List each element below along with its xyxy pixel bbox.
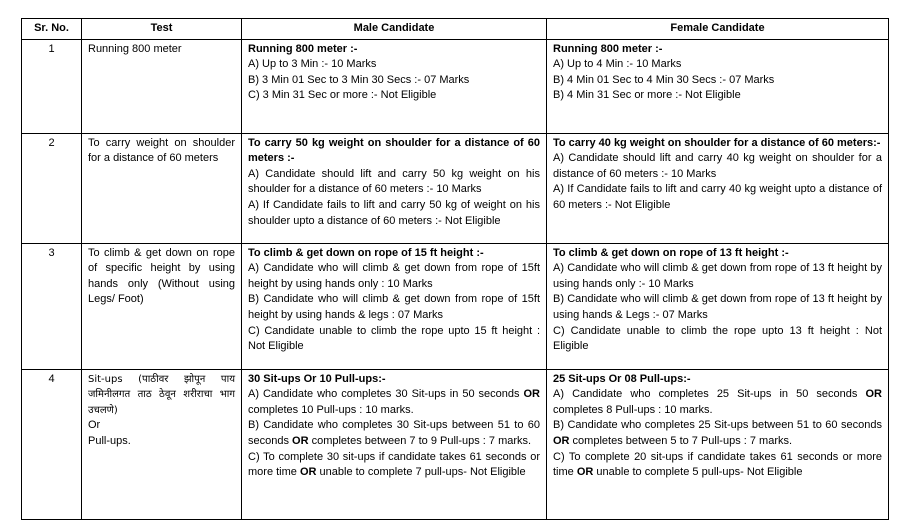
test-cell bbox=[82, 243, 242, 369]
criteria-line: A) Candidate should lift and carry 40 kg weight on shoulder for a distance of 60 meters :- 10 Marks bbox=[553, 152, 882, 180]
or-keyword: OR bbox=[523, 388, 540, 401]
criteria-title: 30 Sit-ups Or 10 Pull-ups:- bbox=[248, 372, 386, 385]
test-text-pullups: Pull-ups. bbox=[88, 434, 131, 447]
criteria-text: A) Candidate who completes 25 Sit-ups in 50 seconds bbox=[553, 388, 866, 401]
test-text-situps: Sit-ups (पाठीवर झोपून पाय जमिनीलगत ताठ ठेवून शरीराचा भाग उचलणे) bbox=[88, 373, 235, 416]
table-row bbox=[22, 369, 889, 519]
criteria-title: Running 800 meter :- bbox=[553, 42, 663, 55]
or-keyword: OR bbox=[865, 388, 882, 401]
criteria-title: 25 Sit-ups Or 08 Pull-ups:- bbox=[553, 372, 691, 385]
criteria-text: B) Candidate who completes 30 Sit-ups between 51 to 60 seconds bbox=[248, 419, 540, 447]
criteria-line: A) If Candidate fails to lift and carry 40 kg weight upto a distance of 60 meters :- Not Eligible bbox=[553, 183, 882, 211]
female-criteria-cell bbox=[547, 133, 889, 243]
criteria-line bbox=[248, 450, 540, 481]
criteria-text: completes 8 Pull-ups : 10 marks. bbox=[553, 403, 713, 416]
criteria-text: A) Candidate who completes 30 Sit-ups in 50 seconds bbox=[248, 388, 524, 401]
criteria-line bbox=[553, 450, 882, 481]
criteria-line bbox=[248, 387, 540, 418]
criteria-text: C) To complete 30 sit-ups if candidate takes 61 seconds or more time bbox=[248, 450, 540, 479]
criteria-line: B) Candidate who will climb & get down from rope of 13 ft height by using hands & Legs :- 07 Marks bbox=[553, 293, 882, 321]
header-row bbox=[22, 19, 889, 40]
male-criteria-cell bbox=[242, 243, 547, 369]
criteria-line: A) Up to 3 Min :- 10 Marks bbox=[248, 58, 377, 71]
criteria-line bbox=[553, 387, 882, 418]
criteria-title: To carry 50 kg weight on shoulder for a distance of 60 meters :- bbox=[248, 136, 540, 165]
test-text: Running 800 meter bbox=[88, 42, 182, 55]
male-criteria-cell bbox=[242, 39, 547, 133]
criteria-title: To climb & get down on rope of 15 ft height :- bbox=[248, 246, 484, 259]
male-criteria-cell bbox=[242, 133, 547, 243]
criteria-line: A) Candidate who will climb & get down from rope of 13 ft height by using hands only :- 10 Marks bbox=[553, 262, 882, 290]
criteria-line: B) 4 Min 31 Sec or more :- Not Eligible bbox=[553, 89, 741, 102]
criteria-line: A) Up to 4 Min :- 10 Marks bbox=[553, 58, 682, 71]
criteria-line: A) If Candidate fails to lift and carry 50 kg of weight on his shoulder upto a distance of 60 meters :- Not Eligible bbox=[248, 198, 540, 227]
header-male-candidate: Male Candidate bbox=[242, 19, 547, 40]
sr-no-cell: 4 bbox=[22, 369, 82, 519]
criteria-line: C) Candidate unable to climb the rope upto 15 ft height : Not Eligible bbox=[248, 324, 540, 353]
criteria-text: completes 10 Pull-ups : 10 marks. bbox=[248, 403, 414, 416]
test-text-or: Or bbox=[88, 419, 101, 432]
criteria-title: Running 800 meter :- bbox=[248, 42, 358, 55]
criteria-text: C) To complete 20 sit-ups if candidate takes 61 seconds or more time bbox=[553, 450, 882, 479]
physical-test-table bbox=[21, 18, 889, 520]
criteria-text: unable to complete 5 pull-ups- Not Eligible bbox=[593, 466, 803, 479]
header-female-candidate: Female Candidate bbox=[547, 19, 889, 40]
criteria-line: B) 3 Min 01 Sec to 3 Min 30 Secs :- 07 Marks bbox=[248, 73, 470, 86]
table-row bbox=[22, 39, 889, 133]
criteria-text: B) Candidate who completes 25 Sit-ups between 51 to 60 seconds bbox=[553, 419, 882, 432]
test-text: To climb & get down on rope of specific height by using hands only (Without using Legs/ Foot) bbox=[88, 246, 235, 306]
male-criteria-cell bbox=[242, 369, 547, 519]
criteria-line: A) Candidate should lift and carry 50 kg weight on his shoulder for a distance of 60 meters :- 10 Marks bbox=[248, 167, 540, 196]
test-text: To carry weight on shoulder for a distance of 60 meters bbox=[88, 136, 235, 165]
criteria-text: completes between 7 to 9 Pull-ups : 7 marks. bbox=[308, 434, 532, 447]
table-row bbox=[22, 243, 889, 369]
criteria-line bbox=[553, 418, 882, 449]
criteria-line bbox=[248, 418, 540, 449]
or-keyword: OR bbox=[576, 466, 594, 479]
female-criteria-cell bbox=[547, 243, 889, 369]
criteria-text: completes between 5 to 7 Pull-ups : 7 marks. bbox=[569, 434, 793, 447]
criteria-title: To carry 40 kg weight on shoulder for a distance of 60 meters:- bbox=[553, 136, 881, 149]
female-criteria-cell bbox=[547, 39, 889, 133]
female-criteria-cell bbox=[547, 369, 889, 519]
criteria-line: C) 3 Min 31 Sec or more :- Not Eligible bbox=[248, 89, 437, 102]
criteria-line: A) Candidate who will climb & get down from rope of 15ft height by using hands only : 10 Marks bbox=[248, 262, 540, 290]
header-test: Test bbox=[82, 19, 242, 40]
criteria-text: unable to complete 7 pull-ups- Not Eligible bbox=[316, 466, 526, 479]
table-row bbox=[22, 133, 889, 243]
criteria-line: B) 4 Min 01 Sec to 4 Min 30 Secs :- 07 Marks bbox=[553, 73, 775, 86]
test-cell bbox=[82, 39, 242, 133]
test-cell bbox=[82, 369, 242, 519]
test-cell bbox=[82, 133, 242, 243]
sr-no-cell: 2 bbox=[22, 133, 82, 243]
or-keyword: OR bbox=[299, 466, 317, 479]
or-keyword: OR bbox=[292, 434, 309, 447]
or-keyword: OR bbox=[553, 434, 570, 447]
sr-no-cell: 1 bbox=[22, 39, 82, 133]
criteria-line: C) Candidate unable to climb the rope upto 13 ft height : Not Eligible bbox=[553, 324, 882, 353]
criteria-title: To climb & get down on rope of 13 ft height :- bbox=[553, 246, 789, 259]
header-sr-no: Sr. No. bbox=[22, 19, 82, 40]
criteria-line: B) Candidate who will climb & get down from rope of 15ft height by using hands & legs : 07 Marks bbox=[248, 293, 540, 321]
sr-no-cell: 3 bbox=[22, 243, 82, 369]
